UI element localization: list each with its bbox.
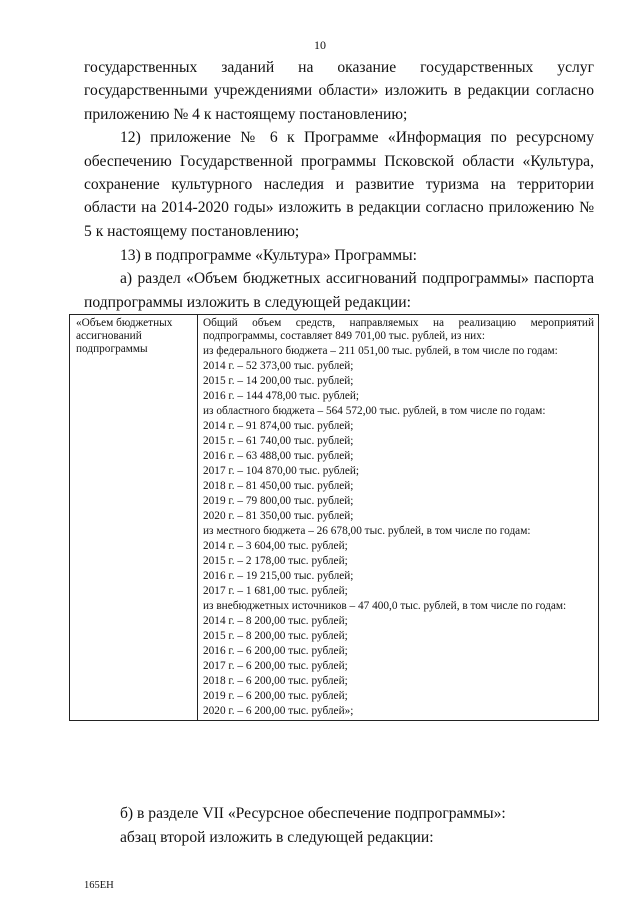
table-line: из внебюджетных источников – 47 400,0 тыс. рублей, в том числе по годам: bbox=[203, 600, 567, 612]
table-line: из областного бюджета – 564 572,00 тыс. рублей, в том числе по годам: bbox=[203, 405, 546, 417]
table-line: 2014 г. – 91 874,00 тыс. рублей; bbox=[203, 420, 354, 432]
table-line: 2014 г. – 3 604,00 тыс. рублей; bbox=[203, 540, 348, 552]
table-cell-content bbox=[198, 315, 599, 721]
table-line: 2019 г. – 79 800,00 тыс. рублей; bbox=[203, 495, 354, 507]
table-line: 2015 г. – 8 200,00 тыс. рублей; bbox=[203, 630, 348, 642]
paragraph-item-a: а) раздел «Объем бюджетных ассигнований подпрограммы» паспорта подпрограммы изложить в следующей редакции: bbox=[84, 270, 594, 311]
table-line: Общий объем средств, направляемых на реализацию мероприятий подпрограммы, составляет 849 701,00 тыс. рублей, из них: bbox=[203, 317, 594, 342]
table-line: 2014 г. – 52 373,00 тыс. рублей; bbox=[203, 360, 354, 372]
table-line: 2020 г. – 81 350,00 тыс. рублей; bbox=[203, 510, 354, 522]
table-line: 2018 г. – 81 450,00 тыс. рублей; bbox=[203, 480, 354, 492]
paragraph-item-12: 12) приложение № 6 к Программе «Информация по ресурсному обеспечению Государственной программы Псковской области «Культура, сохранение культурного наследия и развитие туризма на территории области на 2014-2020 годы» изложить в редакции согласно приложению № 5 к настоящему постановлению; bbox=[84, 129, 594, 240]
body-text-bottom bbox=[84, 802, 594, 850]
table-line: 2015 г. – 2 178,00 тыс. рублей; bbox=[203, 555, 348, 567]
table-line: 2016 г. – 144 478,00 тыс. рублей; bbox=[203, 390, 360, 402]
budget-table bbox=[69, 314, 599, 721]
table-cell-label: «Объем бюджетных ассигнований подпрограммы bbox=[70, 315, 198, 721]
table-line: 2015 г. – 14 200,00 тыс. рублей; bbox=[203, 375, 354, 387]
table-line: 2017 г. – 104 870,00 тыс. рублей; bbox=[203, 465, 360, 477]
paragraph-second-abzac: абзац второй изложить в следующей редакции: bbox=[120, 829, 434, 846]
table-line: 2015 г. – 61 740,00 тыс. рублей; bbox=[203, 435, 354, 447]
footer-code: 165ЕН bbox=[84, 880, 114, 891]
table-line: 2014 г. – 8 200,00 тыс. рублей; bbox=[203, 615, 348, 627]
table-line: из местного бюджета – 26 678,00 тыс. рублей, в том числе по годам: bbox=[203, 525, 531, 537]
table-line: 2016 г. – 19 215,00 тыс. рублей; bbox=[203, 570, 354, 582]
table-line: 2016 г. – 6 200,00 тыс. рублей; bbox=[203, 645, 348, 657]
paragraph-continuation: государственных заданий на оказание государственных услуг государственными учреждениями области» изложить в редакции согласно приложению № 4 к настоящему постановлению; bbox=[84, 59, 594, 123]
body-text-top bbox=[84, 56, 594, 243]
page-number: 10 bbox=[314, 38, 326, 52]
table-line: 2016 г. – 63 488,00 тыс. рублей; bbox=[203, 450, 354, 462]
table-line: 2017 г. – 1 681,00 тыс. рублей; bbox=[203, 585, 348, 597]
paragraph-item-b: б) в разделе VII «Ресурсное обеспечение подпрограммы»: bbox=[120, 805, 506, 822]
paragraph-item-13: 13) в подпрограмме «Культура» Программы: bbox=[120, 247, 417, 264]
table-line: 2019 г. – 6 200,00 тыс. рублей; bbox=[203, 690, 348, 702]
table-line: 2020 г. – 6 200,00 тыс. рублей»; bbox=[203, 705, 354, 717]
body-text-middle bbox=[84, 244, 594, 314]
table-line: из федерального бюджета – 211 051,00 тыс. рублей, в том числе по годам: bbox=[203, 345, 558, 357]
table-row bbox=[70, 315, 599, 721]
table-line: 2018 г. – 6 200,00 тыс. рублей; bbox=[203, 675, 348, 687]
table-line: 2017 г. – 6 200,00 тыс. рублей; bbox=[203, 660, 348, 672]
